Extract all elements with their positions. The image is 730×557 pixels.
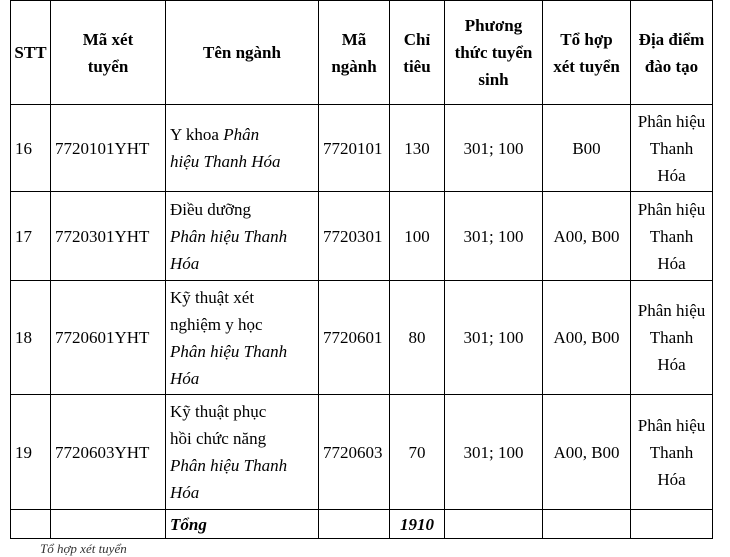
dia-diem-cell: Phân hiệu Thanh Hóa <box>631 105 713 192</box>
ten-nganh-cell: Điều dưỡng Phân hiệu Thanh Hóa <box>166 192 319 281</box>
table-row <box>11 281 713 395</box>
header-dia-diem: Địa điểm đào tạo <box>631 1 713 105</box>
phuong-thuc-cell: 301; 100 <box>445 395 543 510</box>
ma-nganh-cell: 7720101 <box>319 105 390 192</box>
ma-xet-tuyen-cell: 7720601YHT <box>51 281 166 395</box>
ma-xet-tuyen-cell: 7720603YHT <box>51 395 166 510</box>
total-row <box>11 510 713 539</box>
to-hop-cell: A00, B00 <box>543 281 631 395</box>
header-stt: STT <box>11 1 51 105</box>
header-ma-nganh: Mã ngành <box>319 1 390 105</box>
header-phuong-thuc: Phương thức tuyển sinh <box>445 1 543 105</box>
ten-nganh-cell: Kỹ thuật phục hồi chức năng Phân hiệu Thanh Hóa <box>166 395 319 510</box>
to-hop-cell: B00 <box>543 105 631 192</box>
total-empty-cell <box>631 510 713 539</box>
chi-tieu-cell: 100 <box>390 192 445 281</box>
phuong-thuc-cell: 301; 100 <box>445 192 543 281</box>
stt-cell: 19 <box>11 395 51 510</box>
table-row <box>11 105 713 192</box>
ma-nganh-cell: 7720601 <box>319 281 390 395</box>
footnote: Tổ hợp xét tuyển <box>40 541 127 556</box>
total-empty-cell <box>319 510 390 539</box>
total-empty-cell <box>543 510 631 539</box>
total-empty-cell <box>445 510 543 539</box>
chi-tieu-cell: 130 <box>390 105 445 192</box>
to-hop-cell: A00, B00 <box>543 192 631 281</box>
ma-xet-tuyen-cell: 7720101YHT <box>51 105 166 192</box>
stt-cell: 18 <box>11 281 51 395</box>
total-label: Tổng <box>166 510 319 539</box>
admissions-table <box>10 0 713 539</box>
total-empty-cell <box>51 510 166 539</box>
total-empty-cell <box>11 510 51 539</box>
stt-cell: 16 <box>11 105 51 192</box>
dia-diem-cell: Phân hiệu Thanh Hóa <box>631 192 713 281</box>
to-hop-cell: A00, B00 <box>543 395 631 510</box>
table-row <box>11 395 713 510</box>
header-row <box>11 1 713 105</box>
dia-diem-cell: Phân hiệu Thanh Hóa <box>631 395 713 510</box>
chi-tieu-cell: 70 <box>390 395 445 510</box>
stt-cell: 17 <box>11 192 51 281</box>
header-chi-tieu: Chỉ tiêu <box>390 1 445 105</box>
phuong-thuc-cell: 301; 100 <box>445 281 543 395</box>
header-to-hop: Tổ hợp xét tuyển <box>543 1 631 105</box>
ma-nganh-cell: 7720301 <box>319 192 390 281</box>
table-row <box>11 192 713 281</box>
header-ma-xet-tuyen: Mã xét tuyển <box>51 1 166 105</box>
ma-nganh-cell: 7720603 <box>319 395 390 510</box>
chi-tieu-cell: 80 <box>390 281 445 395</box>
ma-xet-tuyen-cell: 7720301YHT <box>51 192 166 281</box>
header-ten-nganh: Tên ngành <box>166 1 319 105</box>
phuong-thuc-cell: 301; 100 <box>445 105 543 192</box>
ten-nganh-cell: Y khoa Phân hiệu Thanh Hóa <box>166 105 319 192</box>
dia-diem-cell: Phân hiệu Thanh Hóa <box>631 281 713 395</box>
total-value: 1910 <box>390 510 445 539</box>
ten-nganh-cell: Kỹ thuật xét nghiệm y học Phân hiệu Thanh Hóa <box>166 281 319 395</box>
